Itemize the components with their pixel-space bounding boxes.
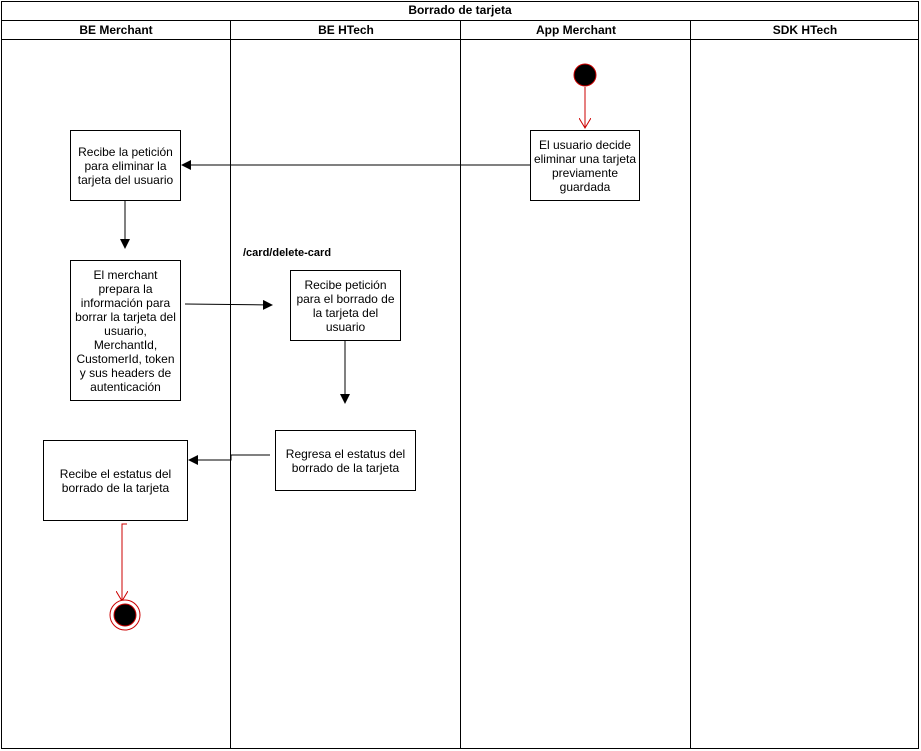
edge-return-to-status bbox=[189, 455, 270, 460]
node-htech-receives: Recibe petición para el borrado de la tarjeta del usuario bbox=[290, 270, 401, 341]
edge-status-to-end bbox=[122, 524, 127, 601]
start-node bbox=[574, 64, 596, 86]
edge-prepare-to-htech bbox=[185, 304, 272, 305]
node-receive-status: Recibe el estatus del borrado de la tarjeta bbox=[43, 440, 188, 521]
end-node bbox=[114, 604, 136, 626]
node-htech-returns: Regresa el estatus del borrado de la tarjeta bbox=[275, 430, 416, 491]
lane-header-be-htech: BE HTech bbox=[231, 20, 461, 40]
diagram-title: Borrado de tarjeta bbox=[1, 1, 919, 21]
node-user-decides: El usuario decide eliminar una tarjeta previamente guardada bbox=[530, 130, 640, 201]
lane-header-be-merchant: BE Merchant bbox=[1, 20, 231, 40]
lane-header-sdk-htech: SDK HTech bbox=[691, 20, 919, 40]
endpoint-label: /card/delete-card bbox=[243, 247, 332, 259]
node-receive-request: Recibe la petición para eliminar la tarjeta del usuario bbox=[70, 130, 181, 201]
lane-header-app-merchant: App Merchant bbox=[461, 20, 691, 40]
node-merchant-prepares: El merchant prepara la información para borrar la tarjeta del usuario, MerchantId, CustomerId, token y sus headers de autenticación bbox=[70, 260, 181, 401]
